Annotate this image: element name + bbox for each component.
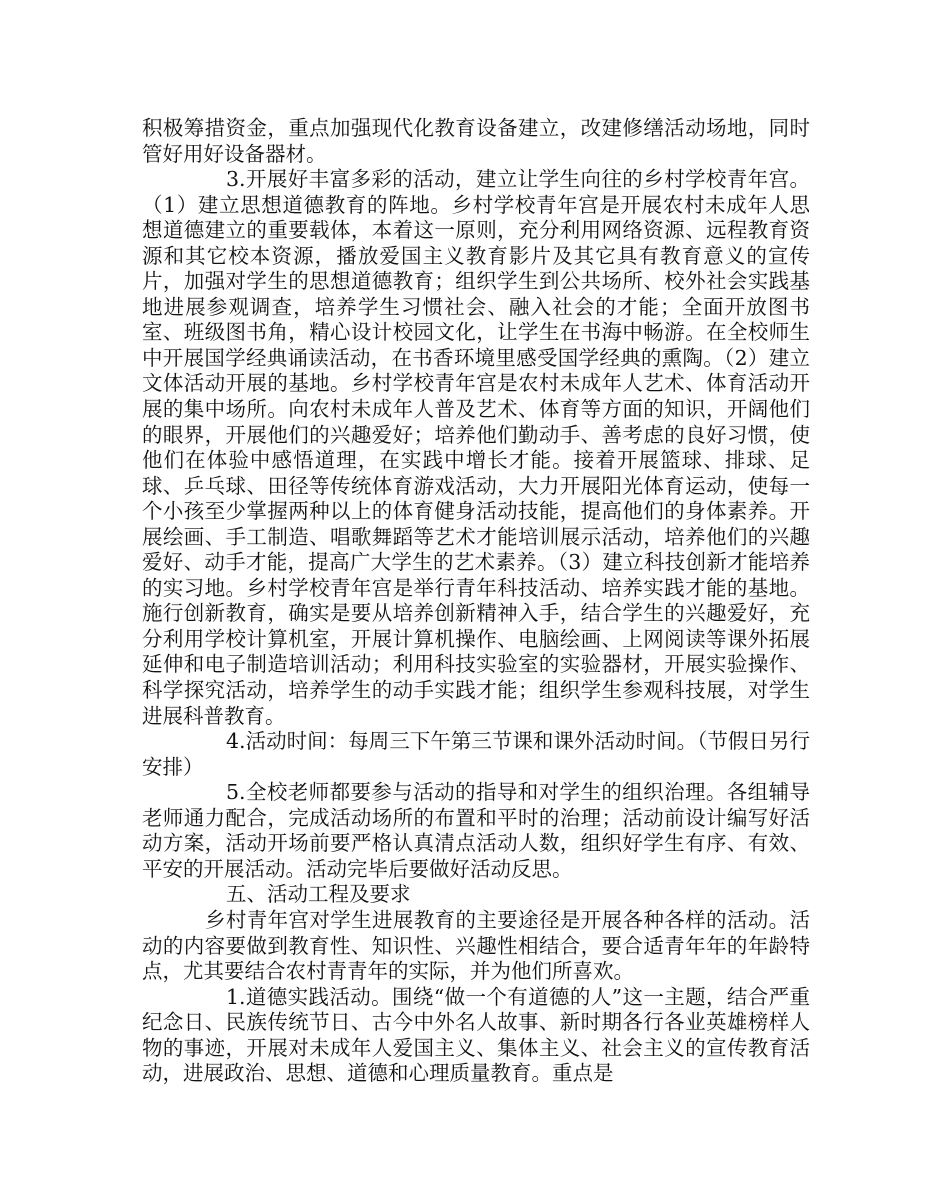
paragraph-activity-intro: 乡村青年宫对学生进展教育的主要途径是开展各种各样的活动。活动的内容要做到教育性、知识性、兴趣性相结合，要合适青年年的年龄特点，尤其要结合农村青青年的实际，并为他们所喜欢。 [142,907,810,984]
paragraph-item-3-activities: 3.开展好丰富多彩的活动，建立让学生向往的乡村学校青年宫。（1）建立思想道德教育的阵地。乡村学校青年宫是开展农村未成年人思想道德建立的重要载体，本着这一原则，充分利用网络资源、远程教育资源和其它校本资源，播放爱国主义教育影片及其它具有教育意义的宣传片，加强对学生的思想道德教育；组织学生到公共场所、校外社会实践基地进展参观调查，培养学生习惯社会、融入社会的才能；全面开放图书室、班级图书角，精心设计校园文化，让学生在书海中畅游。在全校师生中开展国学经典诵读活动，在书香环境里感受国学经典的熏陶。（2）建立文体活动开展的基地。乡村学校青年宫是农村未成年人艺术、体育活动开展的集中场所。向农村未成年人普及艺术、体育等方面的知识，开阔他们的眼界，开展他们的兴趣爱好；培养他们勤动手、善考虑的良好习惯，使他们在体验中感悟道理，在实践中增长才能。接着开展篮球、排球、足球、乒乓球、田径等传统体育游戏活动，大力开展阳光体育运动，使每一个小孩至少掌握两种以上的体育健身活动技能，提高他们的身体素养。开展绘画、手工制造、唱歌舞蹈等艺术才能培训展示活动，培养他们的兴趣爱好、动手才能，提高广大学生的艺术素养。（3）建立科技创新才能培养的实习地。乡村学校青年宫是举行青年科技活动、培养实践才能的基地。施行创新教育，确实是要从培养创新精神入手，结合学生的兴趣爱好，充分利用学校计算机室，开展计算机操作、电脑绘画、上网阅读等课外拓展延伸和电子制造培训活动；利用科技实验室的实验器材，开展实验操作、科学探究活动，培养学生的动手实践才能；组织学生参观科技展，对学生进展科普教育。 [142,167,810,728]
paragraph-item-1-moral-practice: 1.道德实践活动。围绕“做一个有道德的人”这一主题，结合严重纪念日、民族传统节日、古今中外名人故事、新时期各行各业英雄榜样人物的事迹，开展对未成年人爱国主义、集体主义、社会主义的宣传教育活动，进展政治、思想、道德和心理质量教育。重点是 [142,984,810,1086]
paragraph-item-5-teachers: 5.全校老师都要参与活动的指导和对学生的组织治理。各组辅导老师通力配合，完成活动场所的布置和平时的治理；活动前设计编写好活动方案，活动开场前要严格认真清点活动人数，组织好学生有序、有效、平安的开展活动。活动完毕后要做好活动反思。 [142,780,810,881]
paragraph-funding: 积极筹措资金，重点加强现代化教育设备建立，改建修缮活动场地，同时管好用好设备器材。 [142,116,810,166]
paragraph-item-4-activity-time: 4.活动时间：每周三下午第三节课和课外活动时间。（节假日另行安排） [142,729,810,779]
section-heading-activity-projects: 五、活动工程及要求 [226,882,411,907]
document-page [142,116,810,1087]
